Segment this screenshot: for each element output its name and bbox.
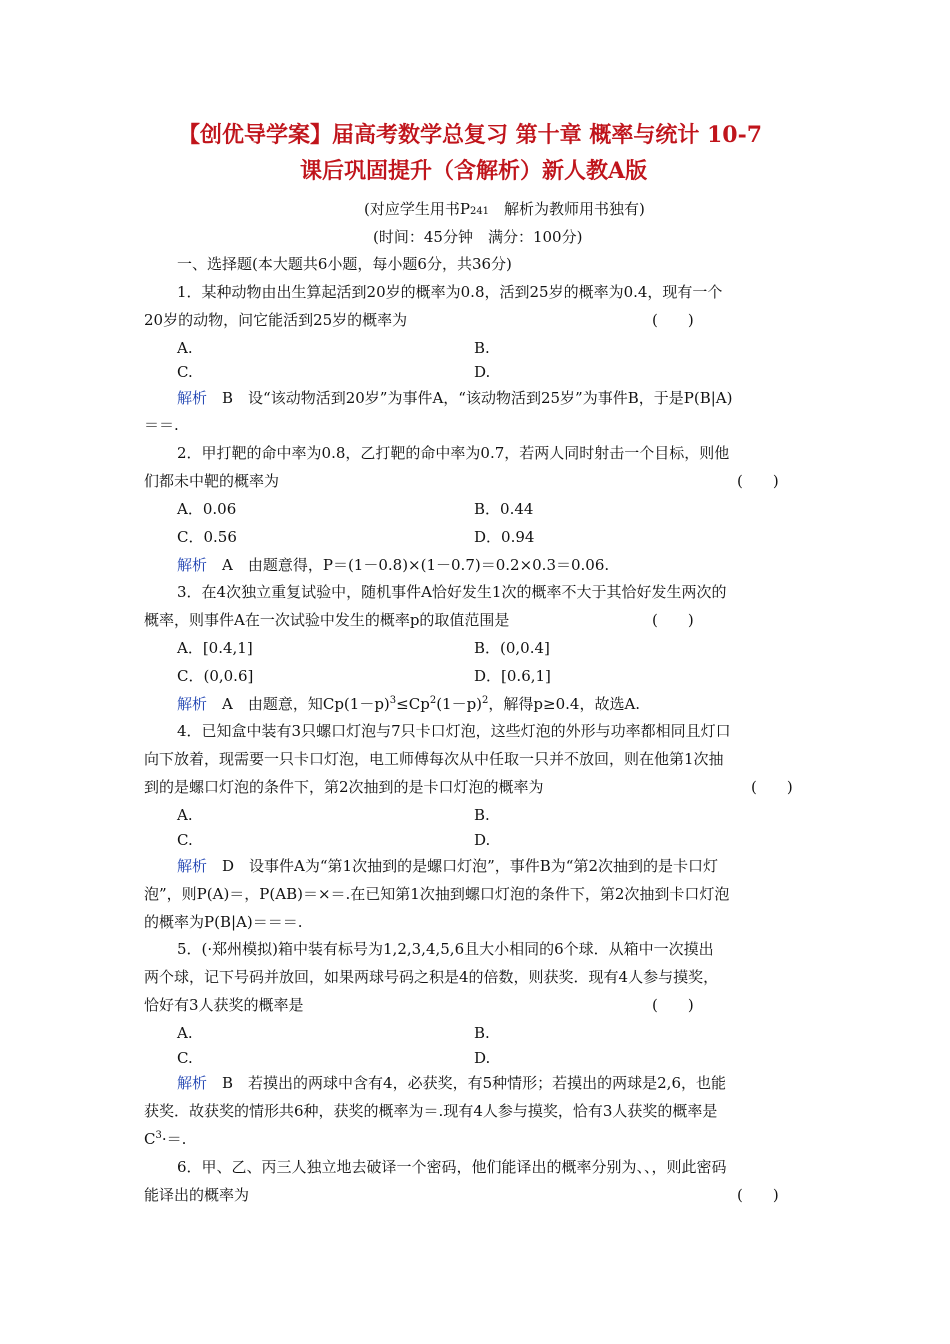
q5-option-a: A.: [177, 1024, 193, 1042]
q2-solution: [177, 555, 609, 575]
time-note: (时间：45分钟 满分：100分): [373, 228, 583, 246]
q4-solution-line3: 的概率为P(B|A)＝＝＝.: [144, 913, 303, 931]
q4-option-c: C.: [177, 831, 193, 849]
q6-answer-paren: ( ): [737, 1186, 779, 1204]
q3-solution-c: (1－p): [436, 695, 483, 713]
source-note-b: 解析为教师用书独有): [489, 200, 645, 218]
q5-option-c: C.: [177, 1049, 193, 1067]
q4-line2: 向下放着，现需要一只卡口灯泡，电工师傅每次从中任取一只并不放回，则在他第1次抽: [144, 750, 724, 768]
solution-label: 解析: [177, 857, 208, 875]
q4-solution-text: D 设事件A为“第1次抽到的是螺口灯泡”，事件B为“第2次抽到的是卡口灯: [207, 857, 718, 875]
q3-solution-b: ≤Cp: [396, 695, 430, 713]
q1-line2: 20岁的动物，问它能活到25岁的概率为: [144, 311, 408, 329]
q4-line1: 4．已知盒中装有3只螺口灯泡与7只卡口灯泡，这些灯泡的外形与功率都相同且灯口: [177, 722, 731, 740]
q3-sup-3: 2: [482, 695, 489, 706]
q5-line2: 两个球，记下号码并放回，如果两球号码之积是4的倍数，则获奖．现有4人参与摸奖，: [144, 968, 719, 986]
q2-line1: 2．甲打靶的命中率为0.8，乙打靶的命中率为0.7，若两人同时射击一个目标，则他: [177, 444, 730, 462]
q4-option-a: A.: [177, 806, 193, 824]
q2-option-d: D．0.94: [474, 528, 535, 546]
source-note: [364, 199, 645, 222]
solution-label: 解析: [177, 1074, 208, 1092]
q3-solution-d: ，解得p≥0.4，故选A.: [488, 695, 641, 713]
q3-solution-a: A 由题意，知Cp(1－p): [207, 695, 390, 713]
solution-label: 解析: [177, 556, 208, 574]
q1-option-c: C.: [177, 363, 193, 381]
q3-answer-paren: ( ): [652, 611, 694, 629]
q3-option-d: D．[0.6,1]: [474, 667, 551, 685]
q1-answer-paren: ( ): [652, 311, 694, 329]
doc-title-line1: [178, 121, 762, 149]
q3-line2: 概率，则事件A在一次试验中发生的概率p的取值范围是: [144, 611, 510, 629]
q1-solution: [177, 388, 732, 408]
source-note-a: (对应学生用书P: [364, 200, 470, 218]
q4-option-b: B.: [474, 806, 490, 824]
q5-solution-line3: [144, 1129, 186, 1149]
q1-line1: 1．某种动物由出生算起活到20岁的概率为0.8，活到25岁的概率为0.4，现有一个: [177, 283, 723, 301]
q1-solution-text: B 设“该动物活到20岁”为事件A，“该动物活到25岁”为事件B，于是P(B|A): [207, 389, 733, 407]
q1-option-d: D.: [474, 363, 491, 381]
q5-solution-rest: ·＝.: [161, 1130, 187, 1148]
q3-solution: [177, 694, 640, 714]
q4-solution: [177, 856, 718, 876]
q3-option-c: C．(0,0.6]: [177, 667, 254, 685]
q1-solution-line2: ＝＝.: [144, 416, 179, 434]
q6-line1: 6．甲、乙、丙三人独立地去破译一个密码，他们能译出的概率分别为、、，则此密码: [177, 1158, 727, 1176]
q2-option-b: B．0.44: [474, 500, 534, 518]
q5-solution-line2: 获奖．故获奖的情形共6种，获奖的概率为＝.现有4人参与摸奖，恰有3人获奖的概率是: [144, 1102, 718, 1120]
q5-solution-c: C: [144, 1130, 156, 1148]
q6-line2: 能译出的概率为: [144, 1186, 250, 1204]
doc-title-line2: 课后巩固提升（含解析）新人教A版: [300, 158, 648, 184]
q2-line2: 们都未中靶的概率为: [144, 472, 280, 490]
source-note-page: 241: [469, 206, 490, 217]
title-bracket-text: 【创优导学案】: [178, 122, 333, 148]
q2-option-c: C．0.56: [177, 528, 237, 546]
q5-option-d: D.: [474, 1049, 491, 1067]
q5-line1: 5．(·郑州模拟)箱中装有标号为1,2,3,4,5,6且大小相同的6个球．从箱中一次摸出: [177, 940, 714, 958]
q4-solution-line2: 泡”，则P(A)＝，P(AB)＝×＝.在已知第1次抽到螺口灯泡的条件下，第2次抽到卡口灯泡: [144, 885, 730, 903]
q3-sup-1: 3: [389, 695, 397, 706]
solution-label: 解析: [177, 695, 208, 713]
q5-solution: [177, 1073, 726, 1093]
q3-option-a: A．[0.4,1]: [177, 639, 253, 657]
q4-answer-paren: ( ): [751, 778, 793, 796]
q5-answer-paren: ( ): [652, 996, 694, 1014]
title-main-text: 届高考数学总复习 第十章 概率与统计 10-7: [332, 122, 763, 148]
q5-option-b: B.: [474, 1024, 490, 1042]
solution-label: 解析: [177, 389, 208, 407]
section-heading: 一、选择题(本大题共6小题，每小题6分，共36分): [177, 255, 512, 273]
q2-option-a: A．0.06: [177, 500, 237, 518]
q1-option-b: B.: [474, 339, 490, 357]
q1-option-a: A.: [177, 339, 193, 357]
q2-answer-paren: ( ): [737, 472, 779, 490]
q5-sup-3: 3: [155, 1130, 162, 1141]
q3-option-b: B．(0,0.4]: [474, 639, 550, 657]
q3-line1: 3．在4次独立重复试验中，随机事件A恰好发生1次的概率不大于其恰好发生两次的: [177, 583, 727, 601]
q4-line3: 到的是螺口灯泡的条件下，第2次抽到的是卡口灯泡的概率为: [144, 778, 544, 796]
q5-line3: 恰好有3人获奖的概率是: [144, 996, 304, 1014]
q3-sup-2: 2: [429, 695, 437, 706]
q2-solution-text: A 由题意得，P＝(1－0.8)×(1－0.7)＝0.2×0.3＝0.06.: [207, 556, 610, 574]
q4-option-d: D.: [474, 831, 491, 849]
q5-solution-text: B 若摸出的两球中含有4，必获奖，有5种情形；若摸出的两球是2,6，也能: [207, 1074, 726, 1092]
